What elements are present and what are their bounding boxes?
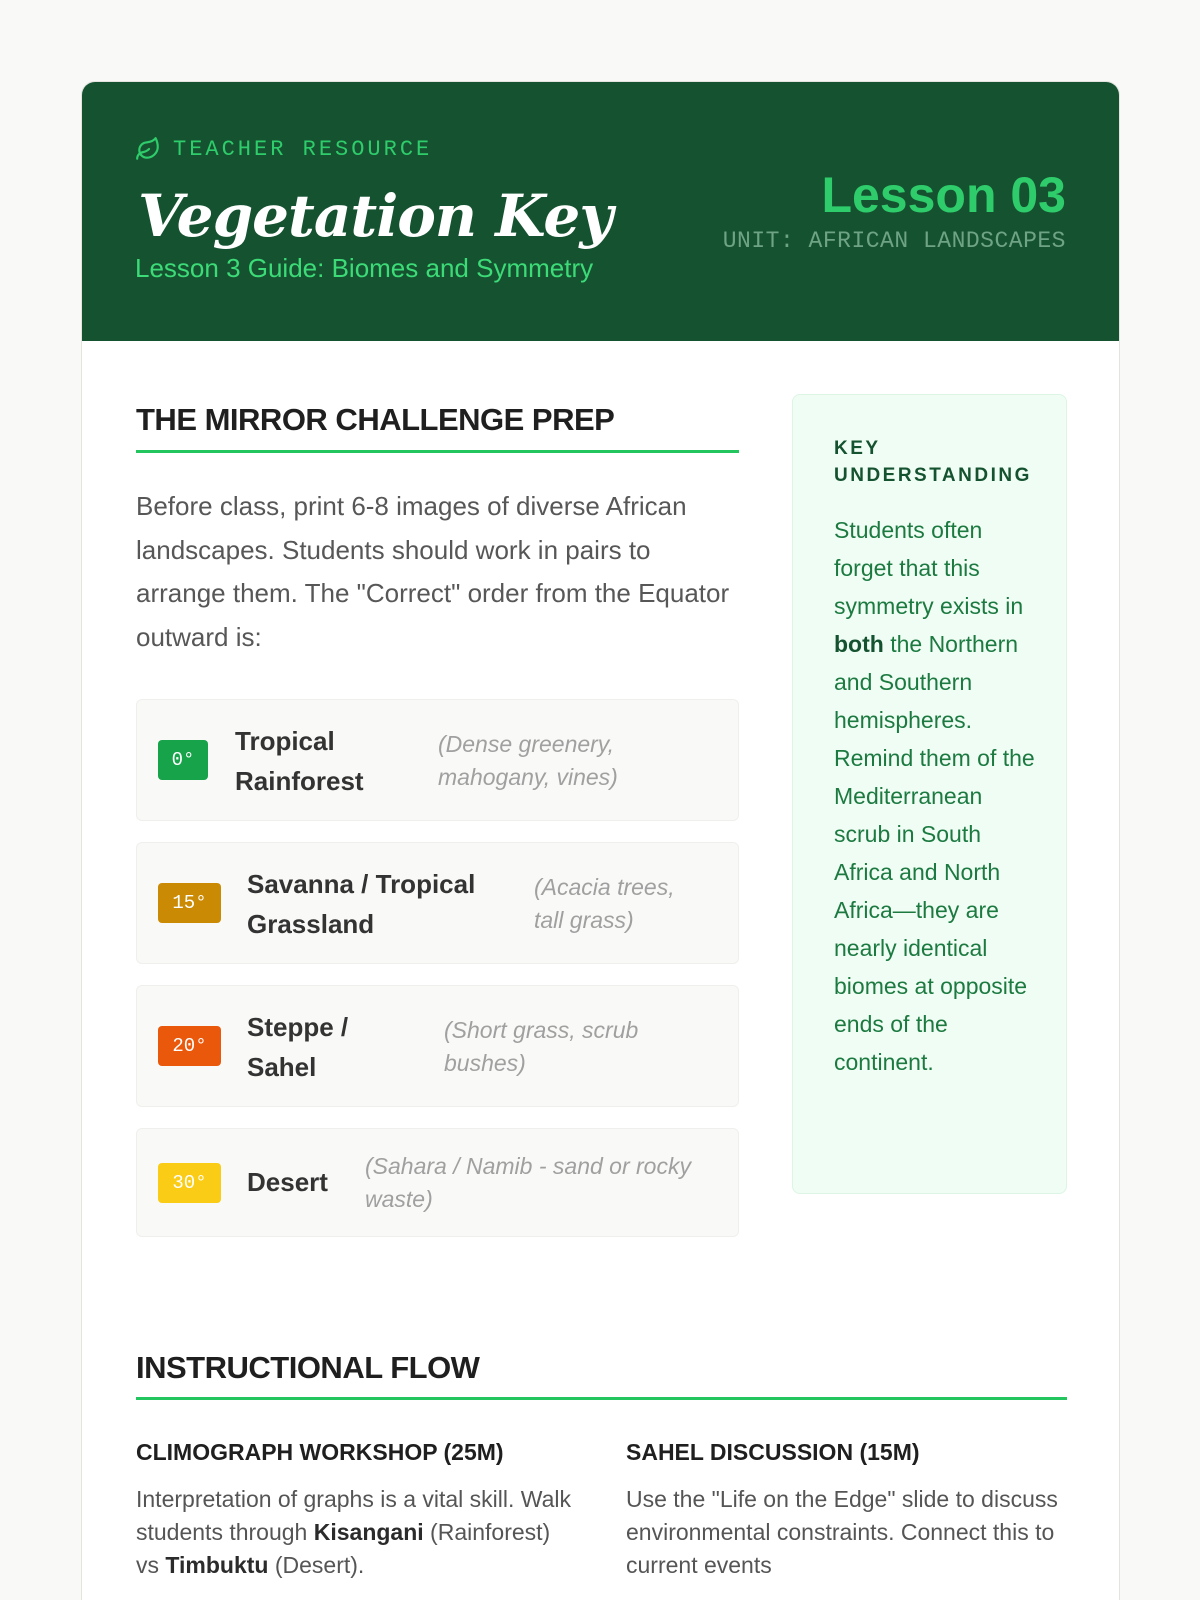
biome-card-steppe — [136, 985, 739, 1107]
lesson-number: Lesson 03 — [821, 167, 1066, 223]
instructional-flow-section — [136, 1348, 1067, 1582]
mirror-challenge-section — [136, 400, 739, 659]
emphasis: both — [834, 631, 884, 657]
eyebrow-label: TEACHER RESOURCE — [173, 136, 433, 162]
biome-name: Desert — [247, 1167, 328, 1197]
biome-description: (Acacia trees, tall grass) — [534, 874, 675, 933]
step-text: Use the "Life on the Edge" slide to discuss environmental constraints. Connect this to current events — [626, 1486, 1058, 1578]
biome-description: (Sahara / Namib - sand or rocky waste) — [365, 1153, 691, 1212]
header-banner — [82, 82, 1119, 341]
city-kisangani: Kisangani — [313, 1519, 424, 1545]
latitude-badge: 15° — [158, 883, 221, 923]
intro-paragraph: Before class, print 6-8 images of diverse African landscapes. Students should work in pairs to arrange them. The "Correct" order from the Equator outward is: — [136, 491, 730, 652]
biome-description: (Short grass, scrub bushes) — [444, 1017, 639, 1076]
city-timbuktu: Timbuktu — [165, 1552, 269, 1578]
biome-description: (Dense greenery, mahogany, vines) — [438, 731, 618, 790]
latitude-badge: 0° — [158, 740, 208, 780]
latitude-badge: 20° — [158, 1026, 221, 1066]
biome-name: Savanna / Tropical Grassland — [247, 869, 476, 939]
flow-step-sahel — [626, 1437, 1066, 1582]
callout-text: Students often forget that this symmetry exists in both the Northern and Southern hemispheres. Remind them of the Mediterranean scrub in South Africa and North Africa—they are nearly identical biomes at opposite ends of the continent. — [834, 517, 1035, 1075]
key-understanding-callout — [792, 394, 1067, 1194]
leaf-icon — [135, 136, 161, 162]
biome-name: Tropical Rainforest — [235, 726, 364, 796]
eyebrow — [135, 136, 432, 162]
lesson-page — [81, 81, 1120, 1600]
biome-card-savanna — [136, 842, 739, 964]
step-title: CLIMOGRAPH WORKSHOP (25M) — [136, 1439, 504, 1465]
section-divider — [136, 1397, 1067, 1400]
page-title: Vegetation Key — [138, 182, 613, 250]
step-text: Interpretation of graphs is a vital skill. Walk students through Kisangani (Rainforest) vs Timbuktu (Desert). — [136, 1486, 572, 1578]
section-heading: INSTRUCTIONAL FLOW — [136, 1350, 480, 1385]
flow-step-climograph — [136, 1437, 576, 1582]
biome-card-desert — [136, 1128, 739, 1237]
latitude-badge: 30° — [158, 1163, 221, 1203]
page-subtitle: Lesson 3 Guide: Biomes and Symmetry — [135, 253, 594, 283]
biome-name: Steppe / Sahel — [247, 1012, 349, 1082]
callout-heading: KEY UNDERSTANDING — [834, 438, 1032, 486]
section-divider — [136, 450, 739, 453]
section-heading: THE MIRROR CHALLENGE PREP — [136, 402, 615, 437]
step-title: SAHEL DISCUSSION (15M) — [626, 1439, 920, 1465]
biome-card-rainforest — [136, 699, 739, 821]
unit-label: UNIT: AFRICAN LANDSCAPES — [722, 228, 1066, 254]
